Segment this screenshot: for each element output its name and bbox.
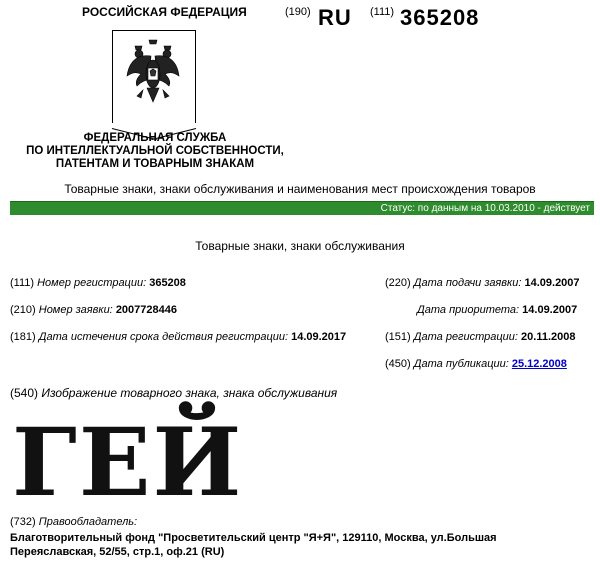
section-title: Товарные знаки, знаки обслуживания	[195, 239, 405, 253]
field-value: 20.11.2008	[521, 331, 576, 343]
field-code: (220)	[385, 277, 411, 289]
field-code: (732)	[10, 516, 36, 528]
field-label: Дата подачи заявки:	[413, 277, 522, 289]
code-111: (111)	[370, 6, 395, 18]
agency-line-2: ПО ИНТЕЛЛЕКТУАЛЬНОЙ СОБСТВЕННОСТИ,	[26, 145, 284, 157]
trademark-image: ГЕЙ	[12, 408, 244, 518]
field-expiry	[10, 331, 346, 343]
field-code: (151)	[385, 331, 411, 343]
field-label: Правообладатель:	[38, 516, 138, 528]
holder-value	[10, 531, 594, 559]
field-value: 2007728446	[115, 304, 177, 316]
field-value: 365208	[149, 277, 186, 289]
field-label: Изображение товарного знака, знака обслуживания	[41, 386, 338, 400]
field-value: 14.09.2007	[524, 277, 580, 289]
publication-date-link[interactable]: 25.12.2008	[511, 358, 567, 370]
document-subtitle: Товарные знаки, знаки обслуживания и наименования мест происхождения товаров	[64, 182, 536, 196]
field-label: Дата публикации:	[413, 358, 509, 370]
field-code: (181)	[10, 331, 36, 343]
status-bar	[10, 201, 594, 215]
agency-line-3: ПАТЕНТАМ И ТОВАРНЫМ ЗНАКАМ	[55, 158, 255, 170]
field-value: 14.09.2017	[291, 331, 347, 343]
field-label: Номер заявки:	[38, 304, 113, 316]
field-label: Дата приоритета:	[417, 304, 520, 316]
holder-line-2: Переяславская, 52/55, стр.1, оф.21 (RU)	[10, 546, 225, 558]
field-label: Номер регистрации:	[37, 277, 147, 289]
field-priority-date	[417, 304, 577, 316]
holder-line-1: Благотворительный фонд "Просветительский центр "Я+Я", 129110, Москва, ул.Большая	[10, 532, 497, 544]
field-filing-date	[385, 277, 580, 289]
holder-label	[10, 516, 137, 528]
document-number: 365208	[400, 5, 480, 30]
country-code: RU	[318, 5, 352, 30]
field-label: Дата регистрации:	[413, 331, 518, 343]
code-190: (190)	[285, 6, 311, 18]
field-app-number	[10, 304, 177, 316]
field-label: Дата истечения срока действия регистрации:	[38, 331, 289, 343]
field-code: (111)	[10, 277, 35, 289]
field-reg-date	[385, 331, 575, 343]
field-reg-number	[10, 277, 186, 289]
field-pub-date	[385, 358, 567, 370]
agency-line-1: ФЕДЕРАЛЬНАЯ СЛУЖБА	[83, 132, 227, 144]
field-code: (450)	[385, 358, 411, 370]
country-name: РОССИЙСКАЯ ФЕДЕРАЦИЯ	[82, 5, 247, 19]
field-code: (540)	[10, 386, 39, 400]
double-headed-eagle-icon	[125, 38, 181, 108]
field-code: (210)	[10, 304, 36, 316]
status-text: Статус: по данным на 10.03.2010 - действует	[380, 203, 590, 214]
image-section-title	[10, 386, 337, 400]
field-value: 14.09.2007	[522, 304, 578, 316]
